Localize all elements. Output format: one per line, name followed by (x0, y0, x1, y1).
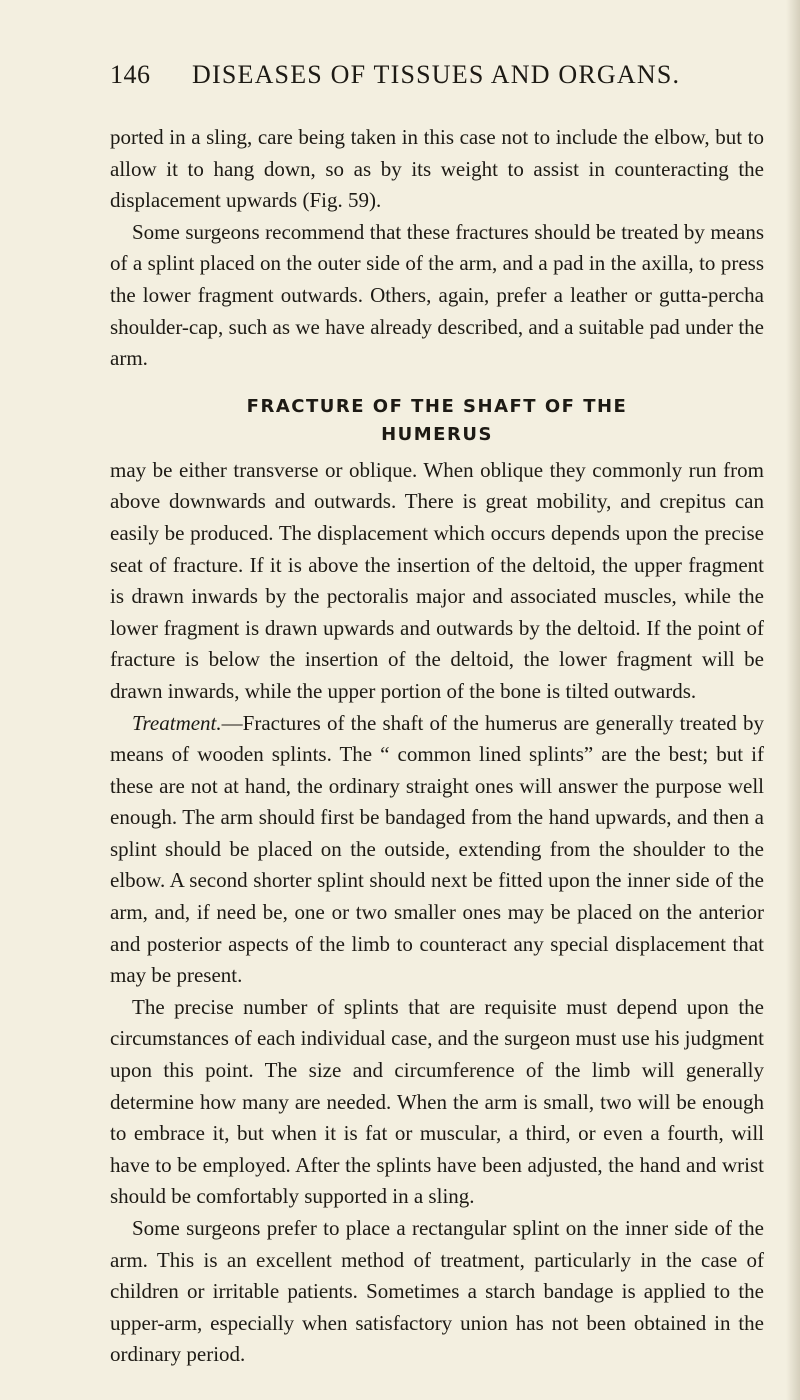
run-in-heading-treatment: Treatment. (132, 710, 222, 735)
paragraph-splint-number: The precise number of splints that are requisite must depend upon the circumstances of each individual case, and the surgeon must use his judgment upon this point. The size and circumference of the limb will generally determine how many are needed. When the arm is small, two will be enough to embrace it, but when it is fat or muscular, a third, or even a fourth, will have to be employed. After the splints have been adjusted, the hand and wrist should be comfortably supported in a sling. (110, 994, 764, 1209)
paragraph-rectangular-splint: Some surgeons prefer to place a rectangular splint on the inner side of the arm. This is an excellent method of treatment, particularly in the case of children or irritable patients. Sometimes a starch bandage is applied to the upper-arm, especially when satisfactory union has not been obtained in the ordinary period. (110, 1216, 764, 1367)
body-text (110, 122, 764, 1371)
paragraph-alternative-treatments: Some surgeons recommend that these fractures should be treated by means of a splint placed on the outer side of the arm, and a pad in the axilla, to press the lower fragment outwards. Others, again, prefer a leather or gutta-percha shoulder-cap, such as we have already described, and a suitable pad under the arm. (110, 219, 764, 371)
paragraph-continuation: ported in a sling, care being taken in this case not to include the elbow, but to allow it to hang down, so as by its weight to assist in counteracting the displacement upwards (Fig. 59). (110, 125, 764, 213)
paragraph-treatment (110, 708, 764, 992)
section-heading (110, 393, 764, 449)
running-title: DISEASES OF TISSUES AND ORGANS. (192, 60, 681, 89)
page-number: 146 (110, 60, 151, 89)
paragraph-treatment-text: —Fractures of the shaft of the humerus are generally treated by means of wooden splints. The “ common lined splints” are the best; but if these are not at hand, the ordinary straight ones will answer the purpose well enough. The arm should first be bandaged from the hand upwards, and then a splint should be placed on the outside, extending from the shoulder to the elbow. A second shorter splint should next be fitted upon the inner side of the arm, and, if need be, one or two smaller ones may be placed on the anterior and posterior aspects of the limb to counteract any special displacement that may be present. (110, 710, 764, 988)
paragraph-fracture-description: may be either transverse or oblique. When oblique they commonly run from above downwards and outwards. There is great mobility, and crepitus can easily be produced. The displacement which occurs depends upon the precise seat of fracture. If it is above the insertion of the deltoid, the upper fragment is drawn inwards by the pectoralis major and associated muscles, while the lower fragment is drawn upwards and outwards by the deltoid. If the point of fracture is below the insertion of the deltoid, the lower fragment will be drawn inwards, while the upper portion of the bone is tilted outwards. (110, 457, 764, 703)
running-head (110, 60, 764, 100)
section-heading-line-2: HUMERUS (381, 423, 493, 445)
section-heading-line-1: FRACTURE OF THE SHAFT OF THE (246, 395, 628, 417)
